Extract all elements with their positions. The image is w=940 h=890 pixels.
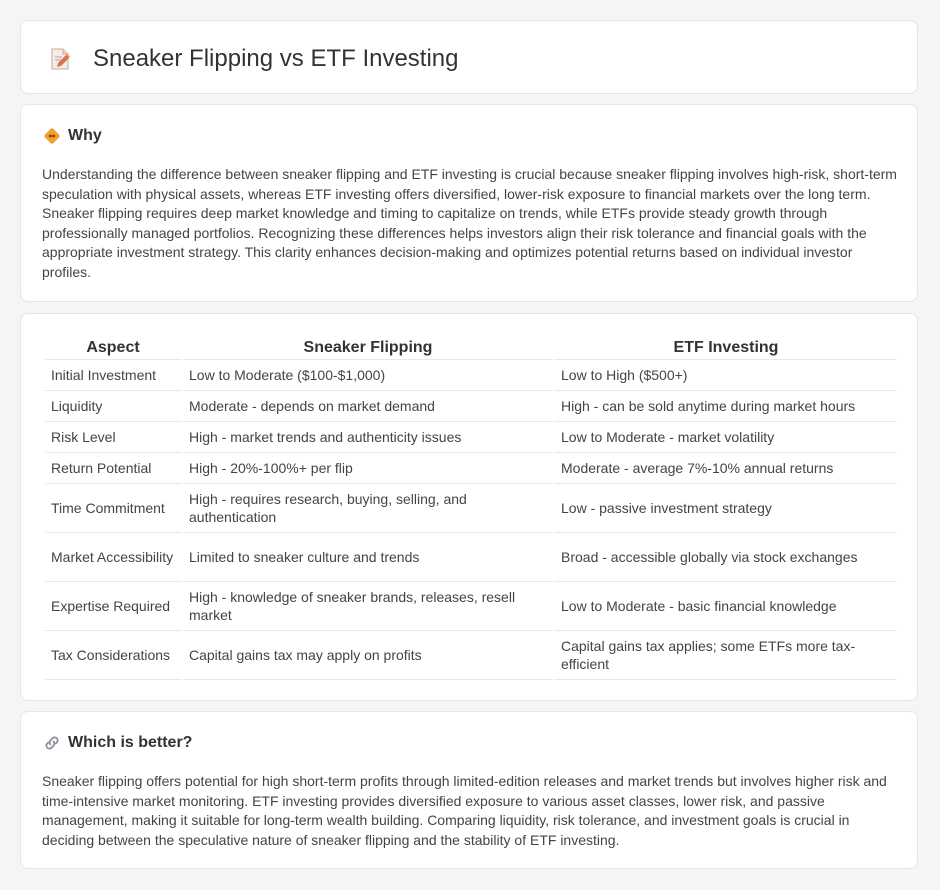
document-pencil-icon [49,47,71,71]
which-is-better-section [20,711,918,869]
aspect-cell: Tax Considerations [45,631,181,680]
header-sneaker-flipping: Sneaker Flipping [183,334,553,360]
sneaker-cell: High - 20%-100%+ per flip [183,453,553,484]
why-header [43,127,102,145]
etf-cell: Low to Moderate - basic financial knowledge [555,582,897,631]
diamond-arrows-icon [43,127,61,145]
aspect-cell: Return Potential [45,453,181,484]
table-row [45,533,897,582]
table-row [45,391,897,422]
aspect-cell: Liquidity [45,391,181,422]
sneaker-cell: Capital gains tax may apply on profits [183,631,553,680]
aspect-cell: Risk Level [45,422,181,453]
page-title: Sneaker Flipping vs ETF Investing [93,45,459,72]
comparison-table [43,334,899,680]
header-aspect: Aspect [45,334,181,360]
why-section [20,104,918,302]
header-etf-investing: ETF Investing [555,334,897,360]
better-header [43,734,192,752]
etf-cell: Capital gains tax applies; some ETFs more tax-efficient [555,631,897,680]
sneaker-cell: High - knowledge of sneaker brands, releases, resell market [183,582,553,631]
table-row [45,360,897,391]
table-row [45,631,897,680]
sneaker-cell: High - requires research, buying, selling, and authentication [183,484,553,533]
sneaker-cell: Limited to sneaker culture and trends [183,533,553,582]
table-header-row [45,334,897,360]
aspect-cell: Market Accessibility [45,533,181,582]
sneaker-cell: High - market trends and authenticity issues [183,422,553,453]
aspect-cell: Time Commitment [45,484,181,533]
etf-cell: Low to Moderate - market volatility [555,422,897,453]
comparison-section [20,313,918,701]
etf-cell: Moderate - average 7%-10% annual returns [555,453,897,484]
title-card [20,20,918,94]
sneaker-cell: Low to Moderate ($100-$1,000) [183,360,553,391]
why-text: Understanding the difference between sneaker flipping and ETF investing is crucial because sneaker flipping involves high-risk, short-term speculation with physical assets, whereas ETF investing offers diversified, lower-risk exposure to financial markets over the long term. Sneaker flipping requires deep market knowledge and timing to capitalize on trends, while ETFs provide steady growth through professionally managed portfolios. Recognizing these differences helps investors align their risk tolerance and financial goals with the appropriate investment strategy. This clarity enhances decision-making and optimizes potential returns based on individual investor profiles. [42,166,897,280]
aspect-cell: Initial Investment [45,360,181,391]
etf-cell: High - can be sold anytime during market hours [555,391,897,422]
table-row [45,582,897,631]
etf-cell: Low to High ($500+) [555,360,897,391]
table-row [45,453,897,484]
table-row [45,422,897,453]
better-heading: Which is better? [68,734,193,751]
etf-cell: Low - passive investment strategy [555,484,897,533]
aspect-cell: Expertise Required [45,582,181,631]
why-heading: Why [68,127,102,144]
sneaker-cell: Moderate - depends on market demand [183,391,553,422]
link-icon [43,734,61,752]
table-row [45,484,897,533]
etf-cell: Broad - accessible globally via stock exchanges [555,533,897,582]
better-text: Sneaker flipping offers potential for high short-term profits through limited-edition releases and market trends but involves higher risk and time-intensive market monitoring. ETF investing provides diversified exposure to various asset classes, lower risk, and passive management, making it suitable for long-term wealth building. Comparing liquidity, risk tolerance, and investment goals is crucial in deciding between the speculative nature of sneaker flipping and the stability of ETF investing. [42,773,887,848]
